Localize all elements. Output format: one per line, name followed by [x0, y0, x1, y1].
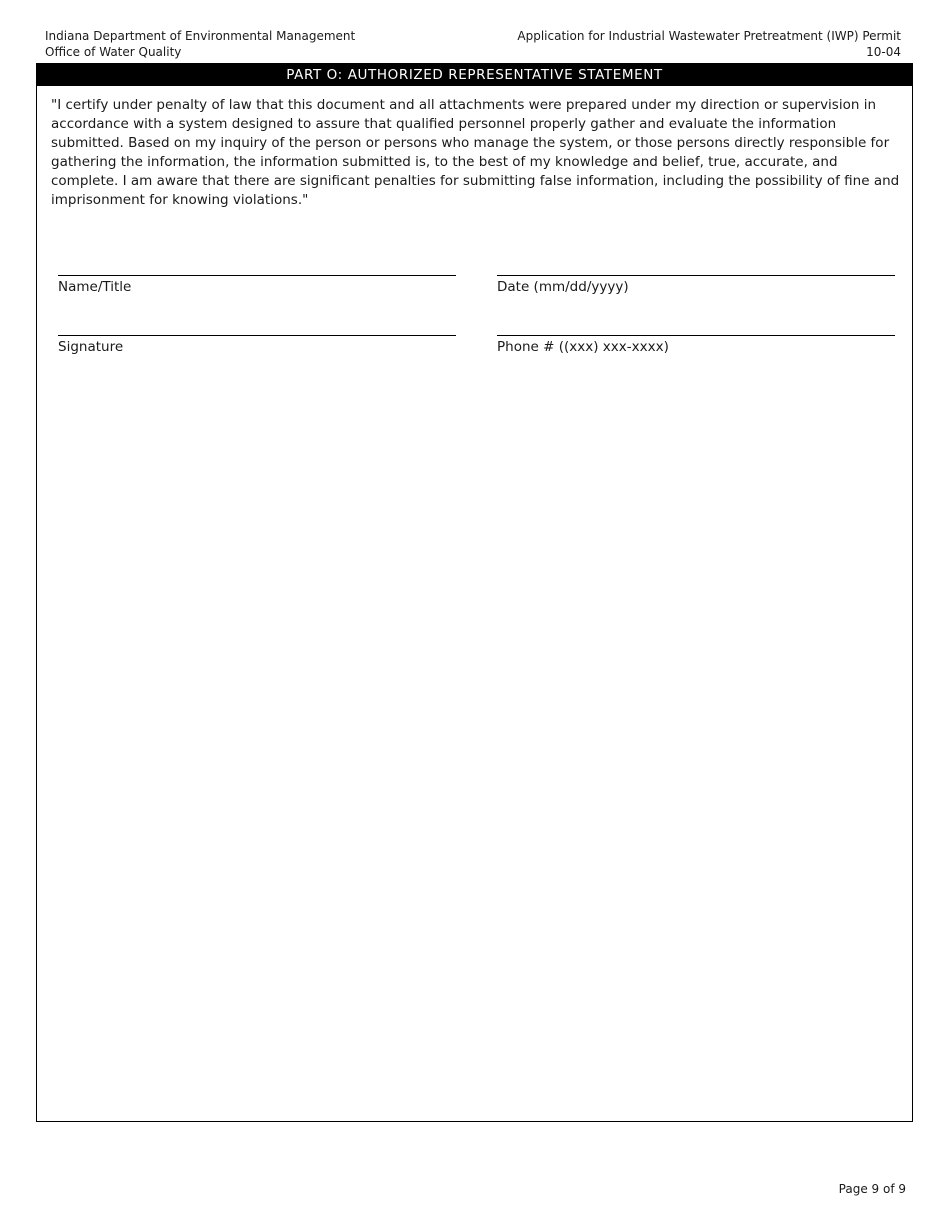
- name-title-field[interactable]: [58, 275, 456, 296]
- phone-field[interactable]: [497, 335, 895, 356]
- date-field[interactable]: [497, 275, 895, 296]
- signature-field[interactable]: [58, 335, 456, 356]
- agency-name: Indiana Department of Environmental Management: [45, 29, 356, 43]
- form-version: 10-04: [866, 45, 901, 59]
- office-name: Office of Water Quality: [45, 45, 182, 59]
- signature-line[interactable]: [58, 335, 456, 336]
- date-label: Date (mm/dd/yyyy): [497, 279, 629, 295]
- signature-label: Signature: [58, 339, 124, 355]
- part-o-section: [36, 63, 913, 1122]
- phone-line[interactable]: [497, 335, 895, 336]
- date-line[interactable]: [497, 275, 895, 276]
- section-heading: PART O: AUTHORIZED REPRESENTATIVE STATEMENT: [37, 64, 912, 86]
- phone-label: Phone # ((xxx) xxx-xxxx): [497, 339, 669, 355]
- certification-statement: "I certify under penalty of law that this document and all attachments were prepared under my direction or supervision in accordance with a system designed to assure that qualified personnel properly gather and evaluate the information submitted. Based on my inquiry of the person or persons who manage the system, or those persons directly responsible for gathering the information, the information submitted is, to the best of my knowledge and belief, true, accurate, and complete. I am aware that there are significant penalties for submitting false information, including the possibility of fine and imprisonment for knowing violations.": [51, 97, 900, 208]
- page-number: Page 9 of 9: [838, 1182, 906, 1196]
- name-title-label: Name/Title: [58, 279, 132, 295]
- name-title-line[interactable]: [58, 275, 456, 276]
- document-header-left: [45, 28, 355, 60]
- form-title: Application for Industrial Wastewater Pretreatment (IWP) Permit: [517, 29, 901, 43]
- document-header-right: [517, 28, 901, 60]
